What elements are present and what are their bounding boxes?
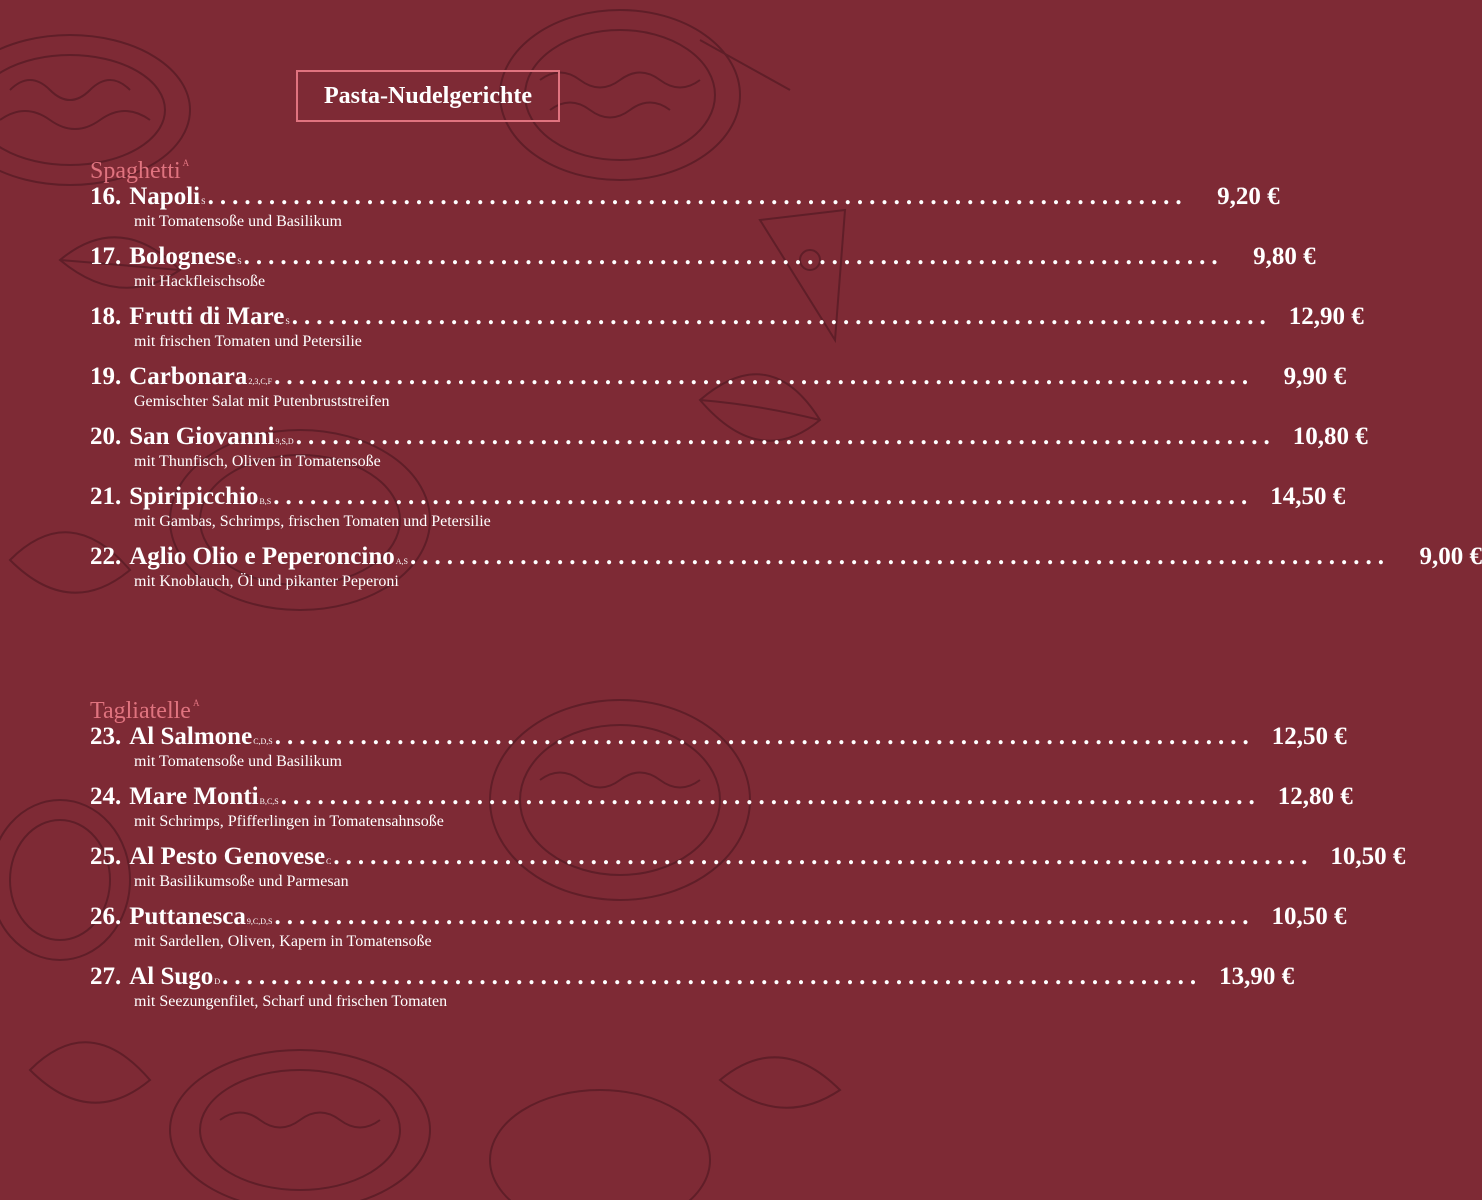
item-price: 10,80 €	[1292, 423, 1368, 450]
leader-dots: ................................................................................	[274, 723, 1255, 750]
item-allergens: C	[326, 857, 332, 866]
item-name: Mare Monti	[129, 783, 259, 810]
item-allergens: B,S	[259, 497, 272, 506]
item-price: 9,00 €	[1419, 543, 1482, 570]
leader-dots: ................................................................................	[243, 243, 1224, 270]
item-allergens: 9,S,D	[275, 437, 294, 446]
leader-dots: ................................................................................	[222, 963, 1203, 990]
item-name: Al Salmone	[129, 723, 253, 750]
item-name: Frutti di Mare	[129, 303, 285, 330]
item-price: 10,50 €	[1271, 903, 1347, 930]
item-allergens: B,C,S	[259, 797, 279, 806]
item-name: Bolognese	[129, 243, 237, 270]
item-description: mit Basilikumsoße und Parmesan	[134, 873, 349, 890]
item-name: Al Pesto Genovese	[129, 843, 326, 870]
leader-dots: ................................................................................	[274, 363, 1255, 390]
item-number: 21.	[90, 483, 122, 510]
menu-item	[90, 423, 1368, 483]
item-name: Aglio Olio e Peperoncino	[129, 543, 395, 570]
item-allergens: A,S	[395, 557, 408, 566]
leader-dots: ................................................................................	[409, 543, 1390, 570]
item-number: 23.	[90, 723, 122, 750]
section-title: Spaghetti $^A$	[90, 158, 190, 184]
menu-item	[90, 303, 1364, 363]
item-allergens: 2,3,C,F	[248, 377, 273, 386]
menu-item	[90, 183, 1280, 243]
leader-dots: ................................................................................	[273, 483, 1254, 510]
item-description: mit Tomatensoße und Basilikum	[134, 213, 342, 230]
item-number: 26.	[90, 903, 122, 930]
menu-item	[90, 963, 1295, 1023]
item-name: Spiripicchio	[129, 483, 259, 510]
item-allergens: S	[285, 317, 290, 326]
item-price: 9,80 €	[1253, 243, 1316, 270]
item-description: mit Gambas, Schrimps, frischen Tomaten und Petersilie	[134, 513, 491, 530]
item-number: 24.	[90, 783, 122, 810]
item-number: 17.	[90, 243, 122, 270]
leader-dots: ................................................................................	[280, 783, 1261, 810]
item-name: Carbonara	[129, 363, 248, 390]
menu-item	[90, 363, 1347, 423]
item-price: 12,50 €	[1271, 723, 1347, 750]
item-name: Napoli	[129, 183, 201, 210]
item-description: mit Sardellen, Oliven, Kapern in Tomatensoße	[134, 933, 432, 950]
menu-item	[90, 243, 1316, 303]
section-title-mark: A	[182, 158, 190, 168]
item-number: 19.	[90, 363, 122, 390]
item-description: mit Hackfleischsoße	[134, 273, 266, 290]
menu-item	[90, 843, 1406, 903]
menu-item	[90, 483, 1346, 543]
item-allergens: 9,C,D,S	[246, 917, 273, 926]
item-description: mit Tomatensoße und Basilikum	[134, 753, 342, 770]
menu-item	[90, 783, 1353, 843]
item-price: 9,90 €	[1283, 363, 1347, 390]
item-number: 27.	[90, 963, 122, 990]
item-number: 20.	[90, 423, 122, 450]
item-name: Puttanesca	[129, 903, 246, 930]
item-number: 18.	[90, 303, 122, 330]
section-title-mark: A	[192, 698, 200, 708]
menu-item	[90, 723, 1347, 783]
menu-item	[90, 543, 1482, 603]
item-description: Gemischter Salat mit Putenbruststreifen	[134, 393, 390, 410]
item-number: 25.	[90, 843, 122, 870]
leader-dots: ................................................................................	[291, 303, 1272, 330]
leader-dots: ................................................................................	[333, 843, 1314, 870]
section-title: Tagliatelle $^A$	[90, 698, 200, 724]
item-description: mit Knoblauch, Öl und pikanter Peperoni	[134, 573, 399, 590]
item-number: 22.	[90, 543, 122, 570]
item-price: 9,20 €	[1217, 183, 1280, 210]
section-tagliatelle	[90, 683, 1406, 1023]
item-price: 10,50 €	[1330, 843, 1406, 870]
item-name: San Giovanni	[129, 423, 275, 450]
item-number: 16.	[90, 183, 122, 210]
item-price: 12,90 €	[1288, 303, 1364, 330]
item-price: 14,50 €	[1270, 483, 1346, 510]
leader-dots: ................................................................................	[295, 423, 1276, 450]
item-allergens: S	[237, 257, 242, 266]
item-description: mit Schrimps, Pfifferlingen in Tomatensahnsoße	[134, 813, 444, 830]
item-name: Al Sugo	[129, 963, 214, 990]
item-allergens: S	[201, 197, 206, 206]
page-title: Pasta-Nudelgerichte	[296, 70, 560, 122]
section-spaghetti	[90, 143, 1482, 603]
item-price: 12,80 €	[1277, 783, 1353, 810]
item-price: 13,90 €	[1219, 963, 1295, 990]
leader-dots: ................................................................................	[207, 183, 1188, 210]
leader-dots: ................................................................................	[274, 903, 1255, 930]
item-description: mit frischen Tomaten und Petersilie	[134, 333, 362, 350]
item-description: mit Thunfisch, Oliven in Tomatensoße	[134, 453, 381, 470]
item-allergens: D	[214, 977, 221, 986]
item-allergens: C,D,S	[253, 737, 273, 746]
item-description: mit Seezungenfilet, Scharf und frischen Tomaten	[134, 993, 448, 1010]
menu-item	[90, 903, 1347, 963]
